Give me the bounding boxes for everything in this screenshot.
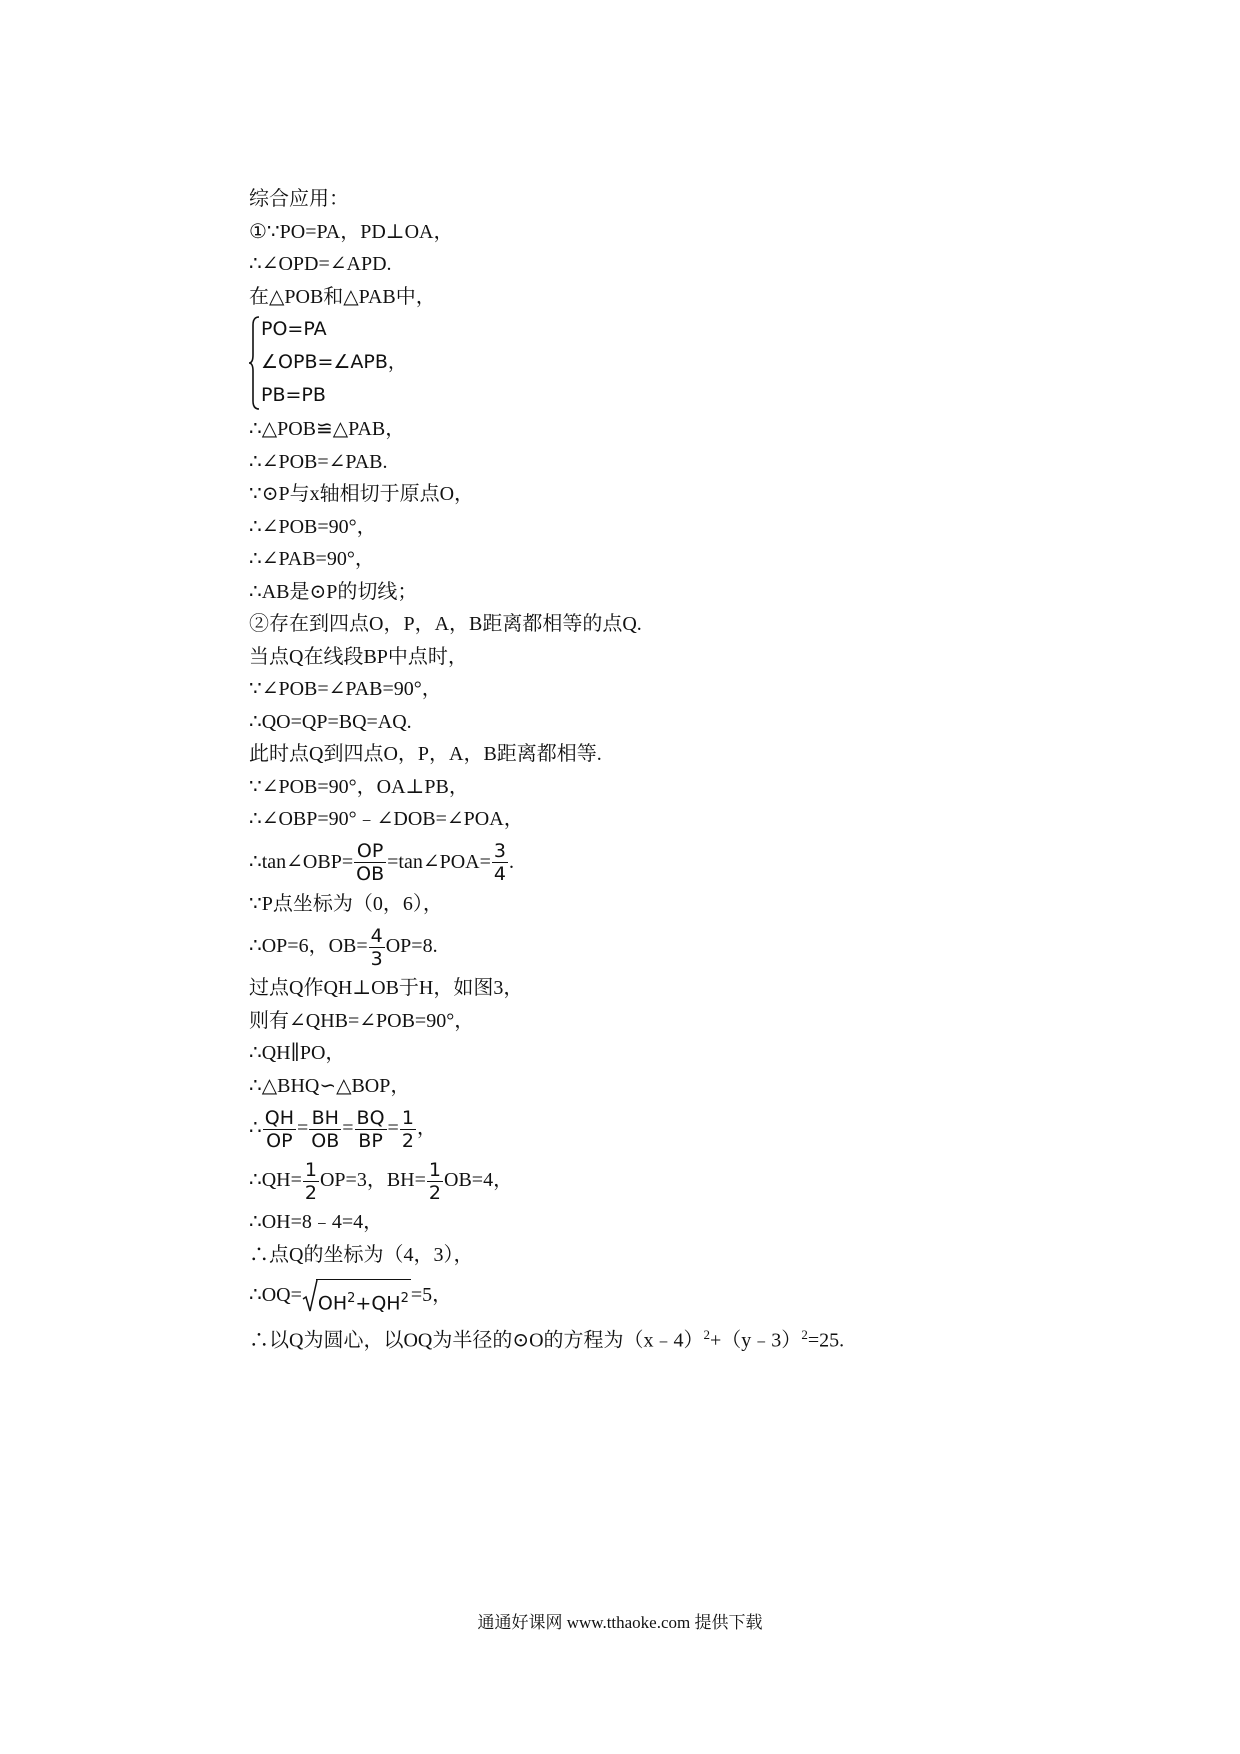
- text-span: OB=4，: [444, 1169, 514, 1191]
- text-line: 过点Q作QH⊥OB于H，如图3，: [249, 977, 524, 999]
- fraction: [309, 1107, 341, 1152]
- text-line: ∴∠POB=90°，: [249, 515, 377, 538]
- text-line: 在△POB和△PAB中，: [249, 285, 436, 308]
- text-span: ∴QH=: [249, 1169, 302, 1191]
- denominator: BP: [358, 1129, 383, 1152]
- text-line: ∵P点坐标为（0，6），: [249, 892, 443, 915]
- text-line: ∴△POB≌△PAB，: [249, 418, 406, 440]
- equals-sign: =: [296, 1117, 309, 1139]
- text-line: ∴QH∥PO，: [249, 1042, 346, 1064]
- numerator: OP: [354, 840, 386, 863]
- text-line: ∴OH=8﹣4=4，: [249, 1211, 384, 1233]
- fraction: [369, 925, 385, 970]
- circle-equation-line: [249, 1319, 1149, 1352]
- system-row: PB=PB: [261, 384, 326, 406]
- left-brace-icon: [249, 315, 261, 411]
- text-line: ∴点Q的坐标为（4，3），: [249, 1243, 474, 1266]
- radical-sign-icon: [302, 1279, 318, 1313]
- text-line: ∵∠POB=90°，OA⊥PB，: [249, 775, 469, 798]
- solution-body: [249, 183, 1149, 1352]
- text-line: ∴AB是⊙P的切线；: [249, 580, 418, 603]
- text-line: ∵⊙P与x轴相切于原点O，: [249, 483, 475, 505]
- exponent: 2: [400, 1291, 409, 1307]
- text-span: .: [508, 850, 514, 873]
- qh-equation: [249, 1154, 1149, 1206]
- equals-sign: =: [342, 1117, 354, 1139]
- text-span: OP=8.: [385, 935, 438, 957]
- denominator: 2: [304, 1181, 317, 1204]
- fraction: [263, 1107, 296, 1152]
- text-line: 此时点Q到四点O，P，A，B距离都相等.: [249, 743, 602, 765]
- fraction: [427, 1159, 443, 1204]
- fraction: [400, 1107, 416, 1152]
- text-span: =tan∠POA=: [387, 850, 491, 873]
- page-footer: 通通好课网 www.tthaoke.com 提供下载: [477, 1613, 763, 1632]
- fraction: [355, 1107, 387, 1152]
- denominator: 4: [493, 863, 506, 886]
- text-line: ②存在到四点O，P，A，B距离都相等的点Q.: [249, 613, 642, 635]
- text-span: ∴tan∠OBP=: [249, 850, 354, 873]
- text-span: ∴OP=6，OB=: [249, 935, 368, 957]
- denominator: OB: [311, 1129, 340, 1152]
- exponent: 2: [801, 1327, 808, 1342]
- ratio-equation: [249, 1102, 1149, 1154]
- equation-system: [249, 313, 1149, 413]
- fraction: [492, 840, 508, 885]
- text-span: ∴: [249, 1117, 262, 1139]
- text-line: ∴△BHQ∽△BOP，: [249, 1074, 411, 1097]
- text-span: ，: [416, 1117, 437, 1139]
- text-line: ∴∠POB=∠PAB.: [249, 450, 388, 473]
- numerator: 1: [428, 1158, 441, 1181]
- text-span: =25.: [807, 1329, 845, 1352]
- denominator: 2: [428, 1181, 441, 1204]
- text-line: 则有∠QHB=∠POB=90°，: [249, 1009, 475, 1032]
- text-span: OP=3，BH=: [319, 1169, 426, 1191]
- numerator: BQ: [356, 1106, 385, 1129]
- text-line: ∴QO=QP=BQ=AQ.: [249, 710, 412, 733]
- ob-equation: [249, 920, 1149, 972]
- text-line: ∴∠OPD=∠APD.: [249, 253, 392, 275]
- radicand: [316, 1279, 411, 1316]
- text-span: +（y﹣3）: [710, 1329, 802, 1352]
- numerator: BH: [309, 1107, 341, 1130]
- denominator: OP: [266, 1129, 293, 1152]
- numerator: QH: [264, 1106, 294, 1129]
- denominator: 2: [401, 1129, 414, 1152]
- text-span: ∴以Q为圆心，以OQ为半径的⊙O的方程为（x﹣4）: [249, 1329, 704, 1352]
- numerator: 4: [370, 924, 383, 947]
- exponent: 2: [347, 1291, 356, 1307]
- system-row: PO=PA: [261, 318, 327, 340]
- system-row: ∠OPB=∠APB，: [261, 351, 407, 373]
- text-span: =5，: [410, 1284, 453, 1306]
- text-line: ∵∠POB=∠PAB=90°，: [249, 678, 442, 700]
- text-line: ∴∠OBP=90°﹣∠DOB=∠POA，: [249, 808, 524, 830]
- fraction: [303, 1159, 319, 1204]
- square-root: [302, 1279, 411, 1313]
- text-span: OH: [317, 1292, 348, 1315]
- section-heading: 综合应用：: [249, 188, 349, 210]
- numerator: 1: [304, 1158, 317, 1181]
- equals-sign: =: [387, 1117, 399, 1139]
- text-span: +QH: [355, 1292, 401, 1315]
- text-line: 当点Q在线段BP中点时，: [249, 645, 468, 668]
- exponent: 2: [703, 1327, 711, 1342]
- text-span: ∴OQ=: [249, 1284, 302, 1306]
- numerator: 1: [401, 1106, 414, 1129]
- numerator: 3: [493, 840, 506, 863]
- denominator: OB: [356, 863, 385, 886]
- text-line: ①∵PO=PA，PD⊥OA，: [249, 220, 454, 243]
- text-line: ∴∠PAB=90°，: [249, 548, 375, 570]
- denominator: 3: [370, 947, 383, 970]
- tan-equation: [249, 836, 1149, 888]
- oq-equation: [249, 1271, 1149, 1319]
- fraction: [354, 840, 386, 885]
